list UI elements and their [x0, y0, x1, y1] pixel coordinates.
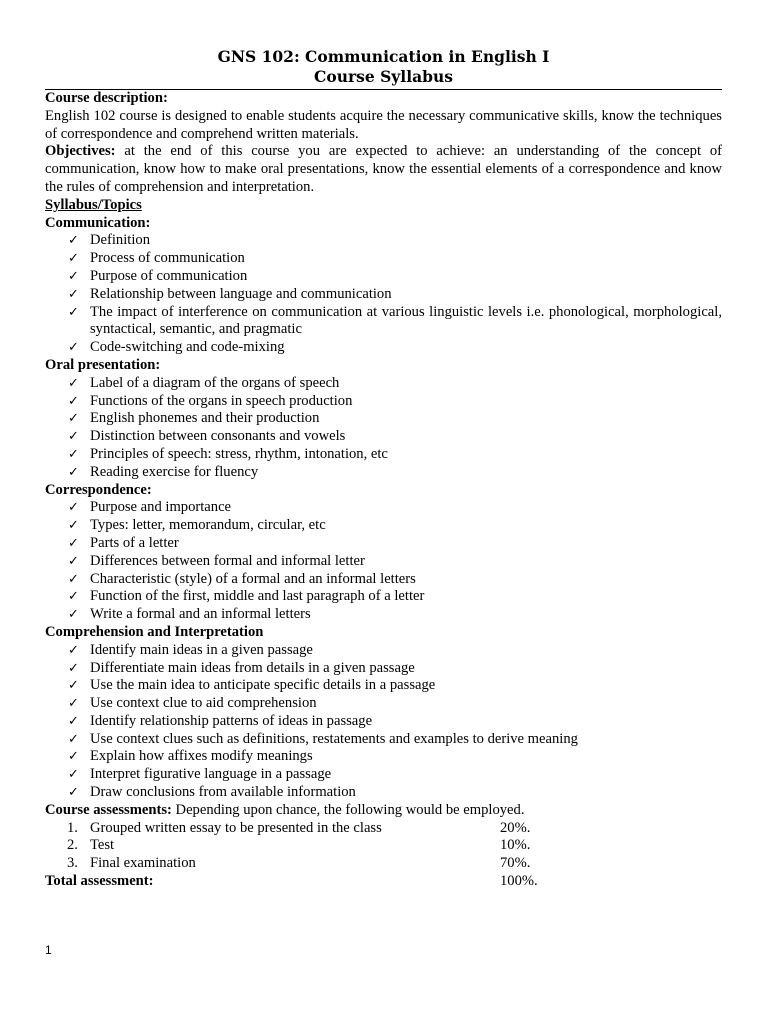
section-heading: Correspondence: — [45, 481, 152, 498]
topic-sections — [45, 215, 722, 802]
checkmark-icon: ✓ — [68, 446, 79, 462]
topic-item — [45, 517, 722, 535]
topic-item-text: Function of the first, middle and last paragraph of a letter — [90, 588, 425, 605]
topic-item-text: Write a formal and an informal letters — [90, 606, 311, 623]
assessment-row — [45, 837, 722, 855]
topic-item — [45, 375, 722, 393]
topic-item-text: Purpose and importance — [90, 499, 232, 516]
assessment-list — [45, 820, 722, 873]
topic-item — [45, 748, 722, 766]
checkmark-icon: ✓ — [68, 251, 79, 267]
assessment-percent: 70%. — [500, 855, 531, 872]
checkmark-icon: ✓ — [68, 713, 79, 729]
checkmark-icon: ✓ — [68, 678, 79, 694]
topic-checklist — [45, 375, 722, 482]
topic-item — [45, 268, 722, 286]
checkmark-icon: ✓ — [68, 268, 79, 284]
checkmark-icon: ✓ — [68, 696, 79, 712]
checkmark-icon: ✓ — [68, 553, 79, 569]
topic-item — [45, 660, 722, 678]
topic-item — [45, 499, 722, 517]
topic-item-text: The impact of interference on communication at various linguistic levels i.e. phonological, morphological, syntactical, semantic, and pragmatic — [90, 303, 722, 338]
checkmark-icon: ✓ — [68, 304, 79, 320]
topic-item — [45, 339, 722, 357]
checkmark-icon: ✓ — [68, 464, 79, 480]
topic-item — [45, 553, 722, 571]
section-heading: Communication: — [45, 214, 151, 231]
topic-item-text: Code-switching and code-mixing — [90, 339, 285, 356]
topic-item-text: Identify relationship patterns of ideas in passage — [90, 712, 373, 729]
section-heading: Oral presentation: — [45, 356, 161, 373]
assessment-row — [45, 820, 722, 838]
topic-item — [45, 410, 722, 428]
topic-item — [45, 286, 722, 304]
assessment-number: 1. — [67, 819, 78, 836]
objectives-text: at the end of this course you are expected to achieve: an understanding of the concept of communication, know how to make oral presentations, know the essential elements of a correspondence and know the rules of comprehension and interpretation. — [45, 143, 722, 195]
topic-item — [45, 588, 722, 606]
topic-item-text: Principles of speech: stress, rhythm, intonation, etc — [90, 445, 388, 462]
topic-item — [45, 428, 722, 446]
topic-item — [45, 784, 722, 802]
topic-item-text: Use context clues such as definitions, restatements and examples to derive meaning — [90, 730, 578, 747]
topic-item — [45, 393, 722, 411]
assessment-item-label: Final examination — [90, 855, 196, 872]
checkmark-icon: ✓ — [68, 429, 79, 445]
assessment-label: Course assessments: — [45, 801, 172, 818]
topic-item — [45, 571, 722, 589]
checkmark-icon: ✓ — [68, 535, 79, 551]
total-assessment-row — [45, 873, 722, 891]
page-number: 1 — [45, 943, 52, 957]
checkmark-icon: ✓ — [68, 393, 79, 409]
assessment-paragraph — [45, 802, 722, 820]
document-title — [45, 47, 722, 87]
checkmark-icon: ✓ — [68, 749, 79, 765]
title-line-1: GNS 102: Communication in English I — [217, 47, 550, 66]
topic-item-text: Use context clue to aid comprehension — [90, 695, 317, 712]
checkmark-icon: ✓ — [68, 518, 79, 534]
topic-item-text: Draw conclusions from available information — [90, 784, 356, 801]
topic-item — [45, 606, 722, 624]
topic-item-text: Characteristic (style) of a formal and an informal letters — [90, 570, 416, 587]
total-assessment-label: Total assessment: — [45, 873, 154, 890]
checkmark-icon: ✓ — [68, 660, 79, 676]
checkmark-icon: ✓ — [68, 340, 79, 356]
assessment-number: 2. — [67, 837, 78, 854]
assessment-percent: 10%. — [500, 837, 531, 854]
assessment-text: Depending upon chance, the following would be employed. — [171, 801, 525, 818]
topic-item — [45, 446, 722, 464]
topic-item — [45, 642, 722, 660]
assessment-percent: 20%. — [500, 819, 531, 836]
topic-item-text: Parts of a letter — [90, 534, 179, 551]
assessment-number: 3. — [67, 855, 78, 872]
assessment-row — [45, 855, 722, 873]
checkmark-icon: ✓ — [68, 411, 79, 427]
topic-checklist — [45, 499, 722, 624]
topic-item-text: English phonemes and their production — [90, 410, 320, 427]
topic-item — [45, 250, 722, 268]
topic-item-text: Relationship between language and communication — [90, 285, 392, 302]
topic-item-text: Purpose of communication — [90, 267, 248, 284]
topic-checklist — [45, 642, 722, 802]
syllabus-page — [45, 47, 722, 891]
syllabus-heading: Syllabus/Topics — [45, 196, 142, 213]
total-assessment-percent: 100%. — [500, 873, 538, 890]
topic-item-text: Functions of the organs in speech production — [90, 392, 353, 409]
checkmark-icon: ✓ — [68, 233, 79, 249]
topic-item — [45, 713, 722, 731]
checkmark-icon: ✓ — [68, 767, 79, 783]
section-heading: Comprehension and Interpretation — [45, 623, 264, 640]
topic-item — [45, 695, 722, 713]
topic-item-text: Distinction between consonants and vowels — [90, 428, 346, 445]
topic-item-text: Process of communication — [90, 250, 245, 267]
checkmark-icon: ✓ — [68, 500, 79, 516]
topic-item-text: Explain how affixes modify meanings — [90, 748, 313, 765]
topic-item — [45, 731, 722, 749]
topic-item-text: Interpret figurative language in a passage — [90, 766, 332, 783]
objectives-label: Objectives: — [45, 143, 116, 160]
topic-checklist — [45, 232, 722, 357]
topic-item-text: Definition — [90, 232, 150, 249]
topic-item — [45, 535, 722, 553]
title-line-2: Course Syllabus — [314, 67, 453, 86]
topic-item — [45, 464, 722, 482]
topic-item — [45, 304, 722, 340]
topic-item — [45, 766, 722, 784]
objectives-paragraph — [45, 143, 722, 196]
assessment-item-label: Test — [90, 837, 115, 854]
checkmark-icon: ✓ — [68, 642, 79, 658]
topic-item-text: Types: letter, memorandum, circular, etc — [90, 517, 326, 534]
topic-item-text: Use the main idea to anticipate specific details in a passage — [90, 677, 436, 694]
description-heading: Course description: — [45, 90, 168, 106]
checkmark-icon: ✓ — [68, 375, 79, 391]
topic-item-text: Differentiate main ideas from details in a given passage — [90, 659, 415, 676]
topic-item-text: Differences between formal and informal letter — [90, 552, 365, 569]
topic-item-text: Identify main ideas in a given passage — [90, 641, 313, 658]
checkmark-icon: ✓ — [68, 731, 79, 747]
description-text: English 102 course is designed to enable students acquire the necessary communicative skills, know the techniques of correspondence and comprehend written materials. — [45, 107, 722, 142]
topic-item-text: Label of a diagram of the organs of speech — [90, 374, 340, 391]
checkmark-icon: ✓ — [68, 607, 79, 623]
assessment-item-label: Grouped written essay to be presented in the class — [90, 819, 382, 836]
checkmark-icon: ✓ — [68, 785, 79, 801]
topic-item — [45, 232, 722, 250]
checkmark-icon: ✓ — [68, 589, 79, 605]
topic-item-text: Reading exercise for fluency — [90, 463, 259, 480]
checkmark-icon: ✓ — [68, 286, 79, 302]
topic-item — [45, 677, 722, 695]
checkmark-icon: ✓ — [68, 571, 79, 587]
